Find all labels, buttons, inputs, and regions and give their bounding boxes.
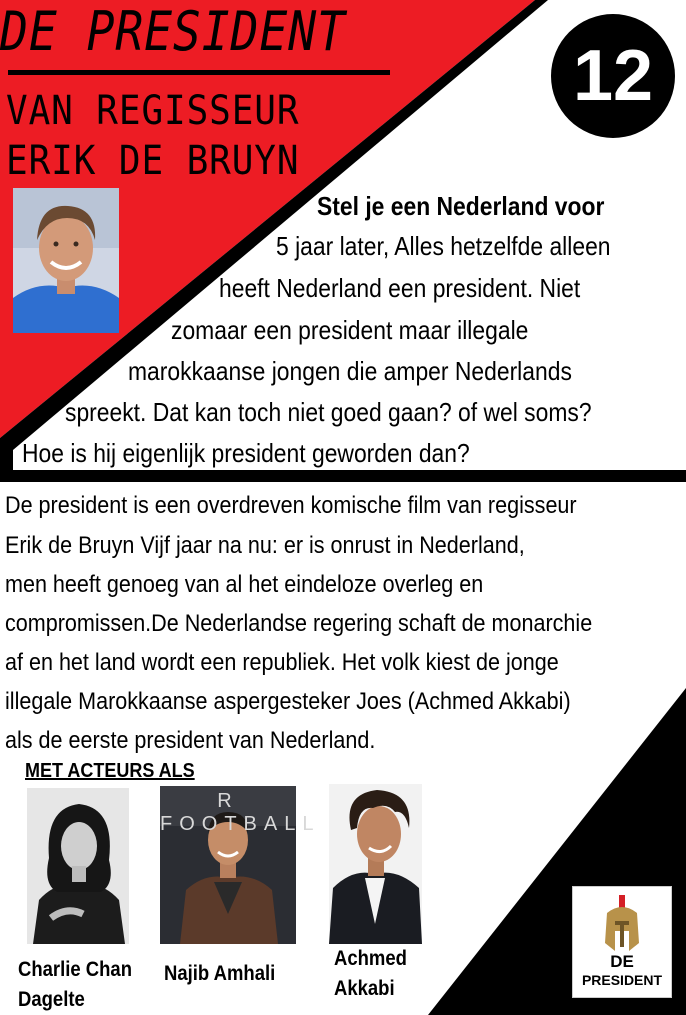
cast-heading: MET ACTEURS ALS bbox=[25, 760, 195, 782]
actor-name-line: Akkabi bbox=[334, 977, 395, 1000]
black-divider-bar bbox=[0, 470, 686, 482]
actor-photo-najib bbox=[160, 786, 321, 944]
actor-name-1 bbox=[18, 955, 132, 1015]
actor-photo-charlie bbox=[27, 788, 129, 944]
intro-line: marokkaanse jongen die amper Nederlands bbox=[128, 356, 572, 386]
intro-line: spreekt. Dat kan toch niet goed gaan? of wel soms? bbox=[65, 397, 592, 427]
actor-name-line: Dagelte bbox=[18, 988, 85, 1011]
intro-line: zomaar een president maar illegale bbox=[171, 315, 529, 345]
actor-name-line: Achmed bbox=[334, 947, 407, 970]
description-line: illegale Marokkaanse aspergesteker Joes (Achmed Akkabi) bbox=[5, 688, 571, 715]
poster-title: DE PRESIDENT bbox=[0, 0, 346, 63]
logo-text-line2: PRESIDENT bbox=[581, 972, 663, 988]
subtitle-line-1: VAN REGISSEUR bbox=[6, 88, 300, 134]
intro-line: Stel je een Nederland voor bbox=[317, 191, 605, 221]
description-line: af en het land wordt een republiek. Het volk kiest de jonge bbox=[5, 649, 559, 676]
subtitle-line-2: ERIK DE BRUYN bbox=[6, 138, 300, 184]
director-photo bbox=[13, 188, 119, 333]
actor-name-3 bbox=[334, 944, 407, 1004]
backdrop-text: R FOOTBALL bbox=[160, 790, 321, 835]
logo-text-line1: DE bbox=[610, 952, 634, 971]
intro-line: heeft Nederland een president. Niet bbox=[219, 273, 581, 303]
age-rating-badge: 12 bbox=[551, 14, 675, 138]
actor-photo-achmed bbox=[329, 784, 422, 944]
actor-name-line: Najib Amhali bbox=[164, 962, 276, 985]
description-line: De president is een overdreven komische film van regisseur bbox=[5, 492, 577, 519]
intro-line: Hoe is hij eigenlijk president geworden dan? bbox=[22, 438, 470, 468]
actor-name-2 bbox=[164, 959, 275, 989]
title-underline bbox=[8, 70, 390, 75]
description-line: compromissen.De Nederlandse regering schaft de monarchie bbox=[5, 610, 593, 637]
description-line: als de eerste president van Nederland. bbox=[5, 727, 376, 754]
de-president-logo bbox=[572, 886, 672, 998]
actor-name-line: Charlie Chan bbox=[18, 958, 132, 981]
description-line: Erik de Bruyn Vijf jaar na nu: er is onrust in Nederland, bbox=[5, 532, 525, 559]
left-edge-strip bbox=[0, 438, 13, 470]
intro-line: 5 jaar later, Alles hetzelfde alleen bbox=[276, 231, 611, 261]
description-line: men heeft genoeg van al het eindeloze overleg en bbox=[5, 571, 484, 598]
